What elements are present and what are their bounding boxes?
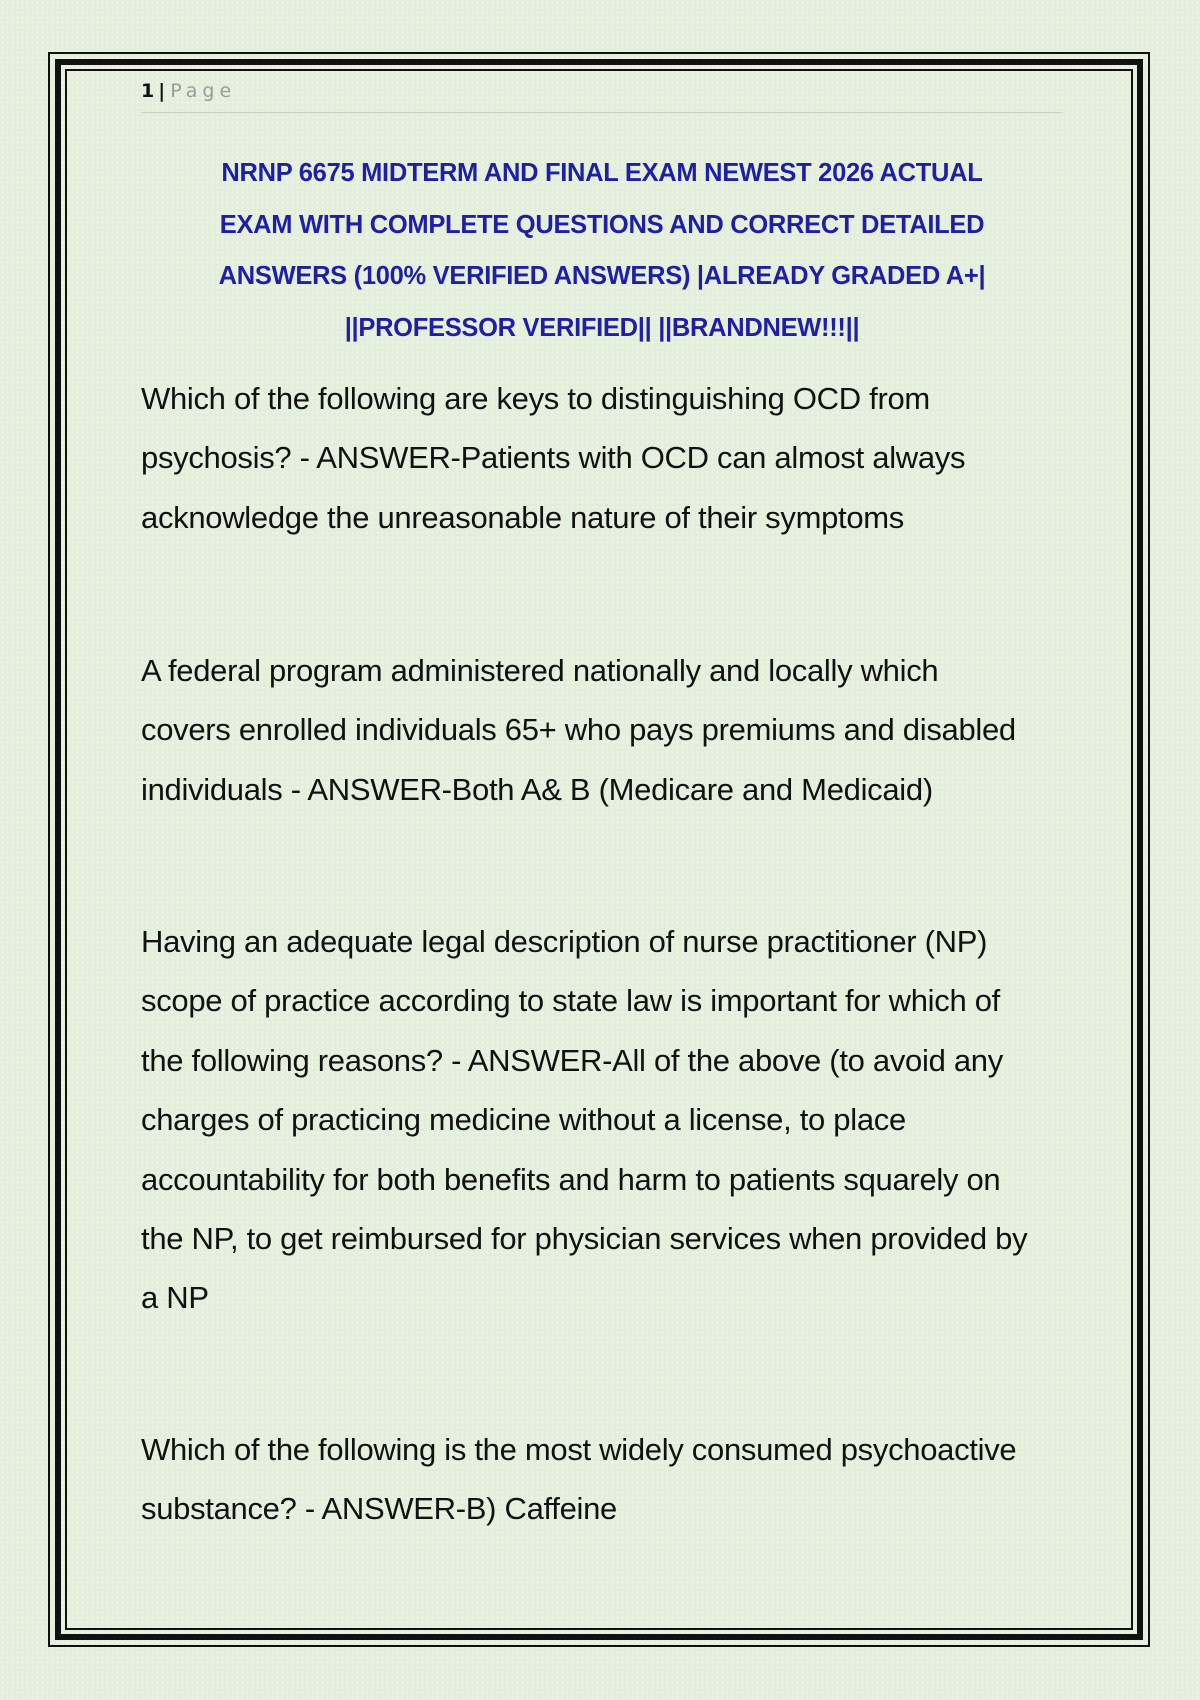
title-line: NRNP 6675 MIDTERM AND FINAL EXAM NEWEST 2026 ACTUAL (221, 159, 983, 187)
document-title (141, 148, 1063, 354)
question-line: Having an adequate legal description of nurse practitioner (NP) (141, 924, 988, 959)
question-line: charges of practicing medicine without a license, to place (141, 1102, 906, 1138)
page-number: 1 (141, 80, 155, 102)
question-line: A federal program administered nationally and locally which (141, 653, 939, 688)
page-header (141, 80, 1063, 113)
title-line: EXAM WITH COMPLETE QUESTIONS AND CORRECT DETAILED (219, 210, 985, 239)
question-line: Which of the following are keys to distinguishing OCD from (141, 381, 930, 416)
question-line: the NP, to get reimbursed for physician services when provided by (141, 1221, 1028, 1257)
question-line: accountability for both benefits and harm to patients squarely on (141, 1161, 1001, 1197)
title-line: ANSWERS (100% VERIFIED ANSWERS) |ALREADY GRADED A+| (218, 262, 986, 290)
question-line: individuals - ANSWER-Both A& B (Medicare and Medicaid) (141, 771, 933, 807)
question-line: the following reasons? - ANSWER-All of the above (to avoid any (141, 1042, 1003, 1078)
question-line: psychosis? - ANSWER-Patients with OCD can almost always (141, 440, 966, 476)
question-line: covers enrolled individuals 65+ who pays premiums and disabled (141, 712, 1016, 748)
question-block-1 (141, 369, 1081, 547)
page-label: Page (170, 80, 237, 102)
question-line: Which of the following is the most widely consumed psychoactive (141, 1432, 1017, 1467)
question-block-2 (141, 641, 1081, 819)
question-line: acknowledge the unreasonable nature of their symptoms (141, 499, 905, 535)
question-line: a NP (141, 1280, 209, 1316)
question-block-4 (141, 1420, 1081, 1539)
title-line: ||PROFESSOR VERIFIED|| ||BRANDNEW!!!|| (344, 313, 860, 342)
question-line: scope of practice according to state law is important for which of (141, 983, 1000, 1019)
page-separator: | (158, 80, 166, 102)
question-block-3 (141, 912, 1081, 1328)
question-line: substance? - ANSWER-B) Caffeine (141, 1491, 617, 1527)
